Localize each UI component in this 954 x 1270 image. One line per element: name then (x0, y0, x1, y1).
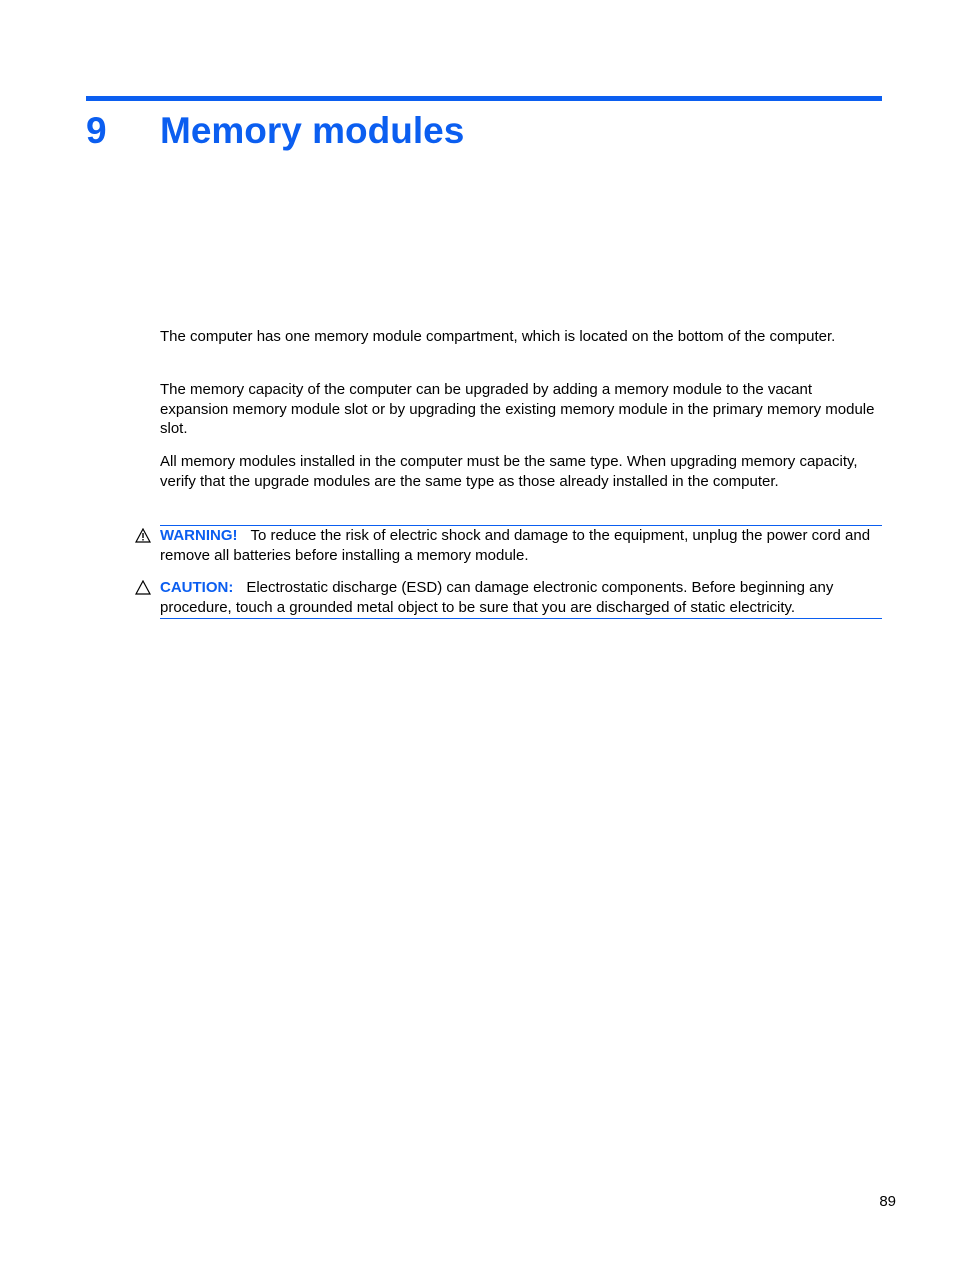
page-number: 89 (879, 1193, 896, 1210)
chapter-number: 9 (86, 110, 107, 151)
warning-text: To reduce the risk of electric shock and damage to the equipment, unplug the power cord and remove all batteries before installing a memory module. (160, 527, 871, 564)
body-paragraph-3: All memory modules installed in the computer must be the same type. When upgrading memory capacity, verify that the upgrade modules are the same type as those already installed in the computer. (160, 453, 858, 490)
body-paragraph-2: The memory capacity of the computer can be upgraded by adding a memory module to the vacant expansion memory module slot or by upgrading the existing memory module in the primary memory module slot. (160, 381, 875, 438)
warning-note (160, 525, 882, 565)
chapter-rule (86, 96, 882, 101)
chapter-title: Memory modules (160, 110, 465, 151)
caution-text: Electrostatic discharge (ESD) can damage electronic components. Before beginning any procedure, touch a grounded metal object to be sure that you are discharged of static electricity. (160, 579, 834, 616)
body-paragraph-1: The computer has one memory module compartment, which is located on the bottom of the computer. (160, 328, 836, 345)
warning-label: WARNING! (160, 527, 238, 544)
warning-triangle-icon (135, 528, 151, 543)
caution-label: CAUTION: (160, 579, 234, 596)
caution-note (160, 578, 882, 619)
chapter-heading (86, 106, 882, 156)
caution-triangle-icon (135, 580, 151, 595)
